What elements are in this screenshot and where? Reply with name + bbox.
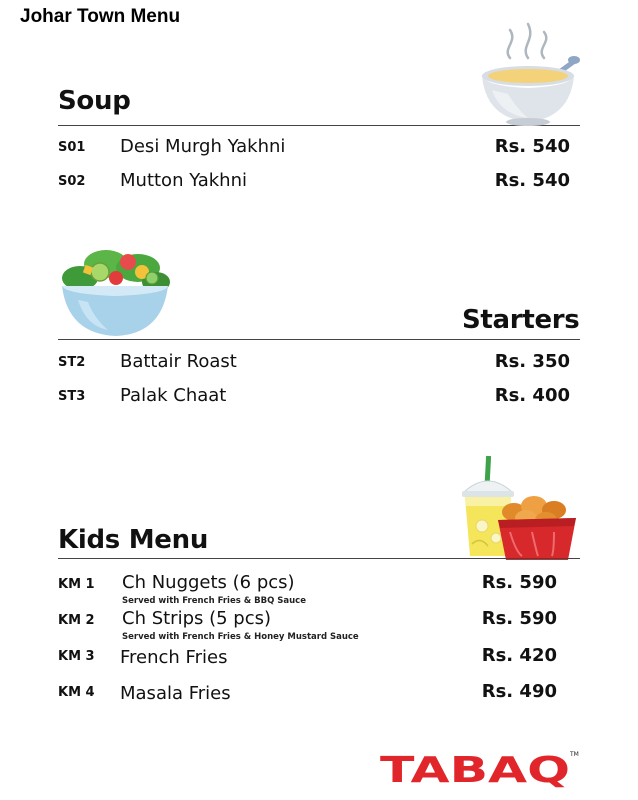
item-code: S02 [58,174,86,189]
item-name: Desi Murgh Yakhni [120,136,286,157]
drink-and-nuggets-icon [458,452,582,564]
item-note: Served with French Fries & BBQ Sauce [122,596,306,606]
item-name: Battair Roast [120,351,237,372]
item-price: Rs. 590 [481,572,557,593]
item-code: ST2 [58,355,86,370]
starters-divider [58,339,580,340]
item-price: Rs. 420 [481,645,557,666]
item-name: French Fries [120,647,228,668]
soup-bowl-icon [478,18,584,126]
salad-bowl-icon [58,238,172,338]
svg-text:TM: TM [570,751,579,758]
tabaq-logo [380,748,580,788]
svg-text:TABAQ: TABAQ [380,750,570,788]
item-code: KM 4 [58,685,95,700]
kids-menu-divider [58,558,580,559]
item-price: Rs. 540 [494,170,570,191]
item-price: Rs. 350 [494,351,570,372]
item-code: S01 [58,140,86,155]
item-name: Ch Nuggets (6 pcs) [122,572,295,593]
item-code: KM 2 [58,613,95,628]
kids-menu-heading: Kids Menu [58,525,209,555]
item-code: KM 1 [58,577,95,592]
item-note: Served with French Fries & Honey Mustard Sauce [122,632,359,642]
item-price: Rs. 590 [481,608,557,629]
soup-heading: Soup [58,86,131,116]
item-price: Rs. 400 [494,385,570,406]
page-title: Johar Town Menu [20,6,181,27]
item-name: Masala Fries [120,683,231,704]
item-price: Rs. 540 [494,136,570,157]
item-name: Ch Strips (5 pcs) [122,608,272,629]
item-name: Palak Chaat [120,385,227,406]
item-code: ST3 [58,389,86,404]
item-code: KM 3 [58,649,95,664]
item-price: Rs. 490 [481,681,557,702]
starters-heading: Starters [462,305,580,335]
item-name: Mutton Yakhni [120,170,247,191]
